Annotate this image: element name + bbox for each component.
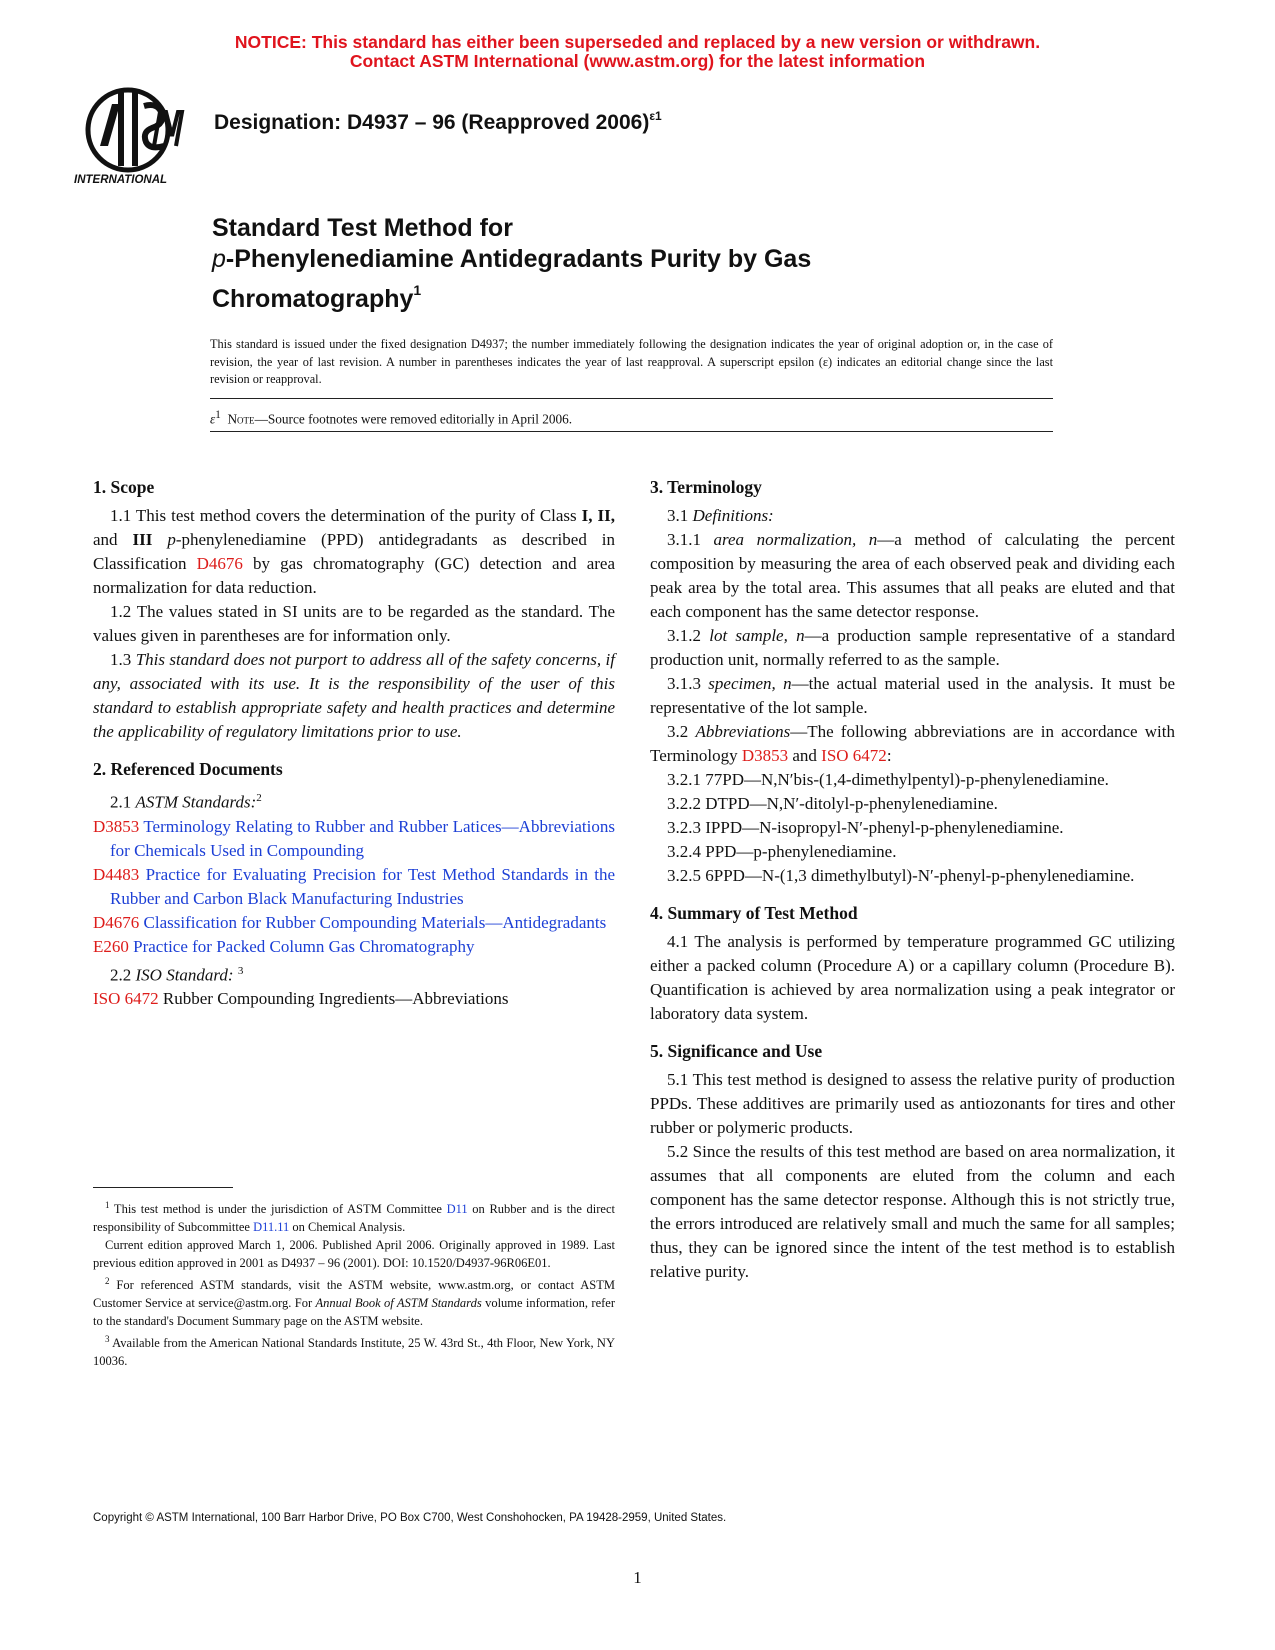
ref-iso-6472[interactable]: ISO 6472 Rubber Compounding Ingredients—Abbreviations xyxy=(93,989,509,1009)
left-column xyxy=(93,476,615,1011)
abbr-ippd: 3.2.3 IPPD—N-isopropyl-N′-phenyl-p-phenylenediamine. xyxy=(667,818,1064,837)
title-footnote-ref: 1 xyxy=(413,282,422,298)
scope-1-1: 1.1 This test method covers the determination of the purity of Class I, II, and III p-phenylenediamine (PPD) antidegradants as described in Classification D4676 by gas chromatography (GC) detection and area normalization for data reduction. xyxy=(93,506,616,597)
abbreviations-intro: 3.2 Abbreviations—The following abbreviations are in accordance with Terminology D3853 and ISO 6472: xyxy=(650,722,1175,765)
footnote-divider xyxy=(93,1187,233,1188)
notice-line-2: Contact ASTM International (www.astm.org) for the latest information xyxy=(349,51,926,71)
heading-terminology: 3. Terminology xyxy=(650,477,762,497)
copyright: Copyright © ASTM International, 100 Barr Harbor Drive, PO Box C700, West Conshohocken, PA 19428-2959, United States. xyxy=(93,1512,727,1524)
title-line-2 xyxy=(212,244,1032,275)
ref-d4676[interactable]: D4676 Classification for Rubber Compounding Materials—Antidegradants xyxy=(93,912,607,932)
link-d11[interactable]: D11 xyxy=(446,1202,468,1217)
designation xyxy=(214,109,662,135)
title-line-3 xyxy=(212,275,1032,315)
right-column xyxy=(650,476,1175,1284)
term-lot-sample: 3.1.2 lot sample, n—a production sample representative of a standard production unit, normally referred to as the sample. xyxy=(650,626,1176,669)
note-label: Note xyxy=(227,411,255,427)
astm-logo-icon xyxy=(70,86,198,186)
notice-line-1: NOTICE: This standard has either been superseded and replaced by a new version or withdrawn. xyxy=(234,32,1041,52)
epsilon-note xyxy=(210,409,572,427)
ref-d3853[interactable]: D3853 Terminology Relating to Rubber and Rubber Latices—Abbreviations for Chemicals Used in Compounding xyxy=(93,816,615,860)
designation-text: Designation: D4937 – 96 (Reapproved 2006) xyxy=(214,111,650,134)
divider-bottom xyxy=(210,431,1053,432)
divider-top xyxy=(210,398,1053,399)
scope-1-2: 1.2 The values stated in SI units are to be regarded as the standard. The values given in parentheses are for information only. xyxy=(93,602,615,645)
footnote-3: $^3$ Available from the American National Standards Institute, 25 W. 43rd St., 4th Floor, New York, NY 10036. xyxy=(93,1334,615,1369)
link-d4676[interactable]: D4676 xyxy=(196,554,243,573)
link-d3853[interactable]: D3853 xyxy=(741,746,789,765)
document-title xyxy=(212,213,1032,315)
designation-epsilon: ε1 xyxy=(649,109,662,123)
title-line-1: Standard Test Method for xyxy=(212,214,513,242)
footnote-1: $^1$ This test method is under the jurisdiction of ASTM Committee D11 on Rubber and is the direct responsibility of Subcommittee D11.11 on Chemical Analysis. xyxy=(93,1200,615,1235)
title-line-3-text: Chromatography xyxy=(212,285,414,313)
astm-logo xyxy=(70,86,198,186)
heading-summary: 4. Summary of Test Method xyxy=(650,903,858,923)
title-line-2-text: -Phenylenediamine Antidegradants Purity by Gas xyxy=(225,245,812,273)
heading-referenced-documents: 2. Referenced Documents xyxy=(93,759,283,779)
abbr-ppd: 3.2.4 PPD—p-phenylenediamine. xyxy=(667,842,897,861)
ref-d4483[interactable]: D4483 Practice for Evaluating Precision for Test Method Standards in the Rubber and Carbon Black Manufacturing Industries xyxy=(93,864,616,908)
page-number: 1 xyxy=(633,1568,642,1587)
scope-1-3: 1.3 This standard does not purport to address all of the safety concerns, if any, associated with its use. It is the responsibility of the user of this standard to establish appropriate safety and health practices and determine the applicability of regulatory limitations prior to use. xyxy=(93,650,615,741)
significance-5-2: 5.2 Since the results of this test method are based on area normalization, it assumes that all components are eluted from the column and each component has the same detector response. Although this is not strictly true, the errors introduced are relatively small and much the same for all samples; thus, they can be ignored since the intent of the test method is to establish relative purity. xyxy=(650,1142,1175,1281)
epsilon-sup: 1 xyxy=(215,409,221,421)
iso-standard-label: 2.2 ISO Standard: $^3$ xyxy=(110,964,244,985)
significance-5-1: 5.1 This test method is designed to assess the relative purity of production PPDs. These additives are primarily used as antiozonants for tires and other rubber or polymeric products. xyxy=(650,1070,1175,1137)
footnote-1-edition: Current edition approved March 1, 2006. Published April 2006. Originally approved in 1989. Last previous edition approved in 2001 as D4937 – 96 (2001). DOI: 10.1520/D4937-96R06E01. xyxy=(93,1238,615,1271)
term-specimen: 3.1.3 specimen, n—the actual material used in the analysis. It must be representative of the lot sample. xyxy=(650,674,1175,717)
definitions-label: 3.1 Definitions: xyxy=(667,506,774,525)
link-d11-11[interactable]: D11.11 xyxy=(253,1220,290,1235)
abbr-dtpd: 3.2.2 DTPD—N,N′-ditolyl-p-phenylenediamine. xyxy=(667,794,998,813)
link-iso-6472[interactable]: ISO 6472 xyxy=(821,746,887,765)
footnote-2: $^2$ For referenced ASTM standards, visit the ASTM website, www.astm.org, or contact ASTM Customer Service at service@astm.org. For Annual Book of ASTM Standards volume information, refer to the standard's Document Summary page on the ASTM website. xyxy=(93,1276,615,1329)
astm-standards-label: 2.1 ASTM Standards:$^2$ xyxy=(110,792,262,812)
epsilon-mark: ε xyxy=(210,411,216,427)
abbr-6ppd: 3.2.5 6PPD—N-(1,3 dimethylbutyl)-N′-phenyl-p-phenylenediamine. xyxy=(667,866,1135,885)
heading-scope: 1. Scope xyxy=(93,477,155,497)
logo-wordmark: INTERNATIONAL xyxy=(74,174,168,186)
title-italic-p: p xyxy=(212,245,226,273)
heading-significance: 5. Significance and Use xyxy=(650,1041,823,1061)
issuance-statement: This standard is issued under the fixed designation D4937; the number immediately following the designation indicates the year of original adoption or, in the case of revision, the year of last revision. A number in parentheses indicates the year of last reapproval. A superscript epsilon (ε) indicates an editorial change since the last revision or reapproval. xyxy=(210,337,1053,386)
withdrawn-notice xyxy=(0,33,1275,71)
footnotes xyxy=(93,1196,615,1370)
ref-e260[interactable]: E260 Practice for Packed Column Gas Chromatography xyxy=(93,936,475,956)
summary-4-1: 4.1 The analysis is performed by temperature programmed GC utilizing either a packed column (Procedure A) or a capillary column (Procedure B). Quantification is achieved by area normalization using a peak integrator or laboratory data system. xyxy=(650,932,1175,1023)
note-text: —Source footnotes were removed editorially in April 2006. xyxy=(254,411,573,427)
term-area-normalization: 3.1.1 area normalization, n—a method of calculating the percent composition by measuring the area of each observed peak and dividing each peak area by the total area. This assumes that all peaks are eluted and that each component has the same detector response. xyxy=(650,530,1175,621)
abbr-77pd: 3.2.1 77PD—N,N′bis-(1,4-dimethylpentyl)-p-phenylenediamine. xyxy=(667,770,1109,789)
